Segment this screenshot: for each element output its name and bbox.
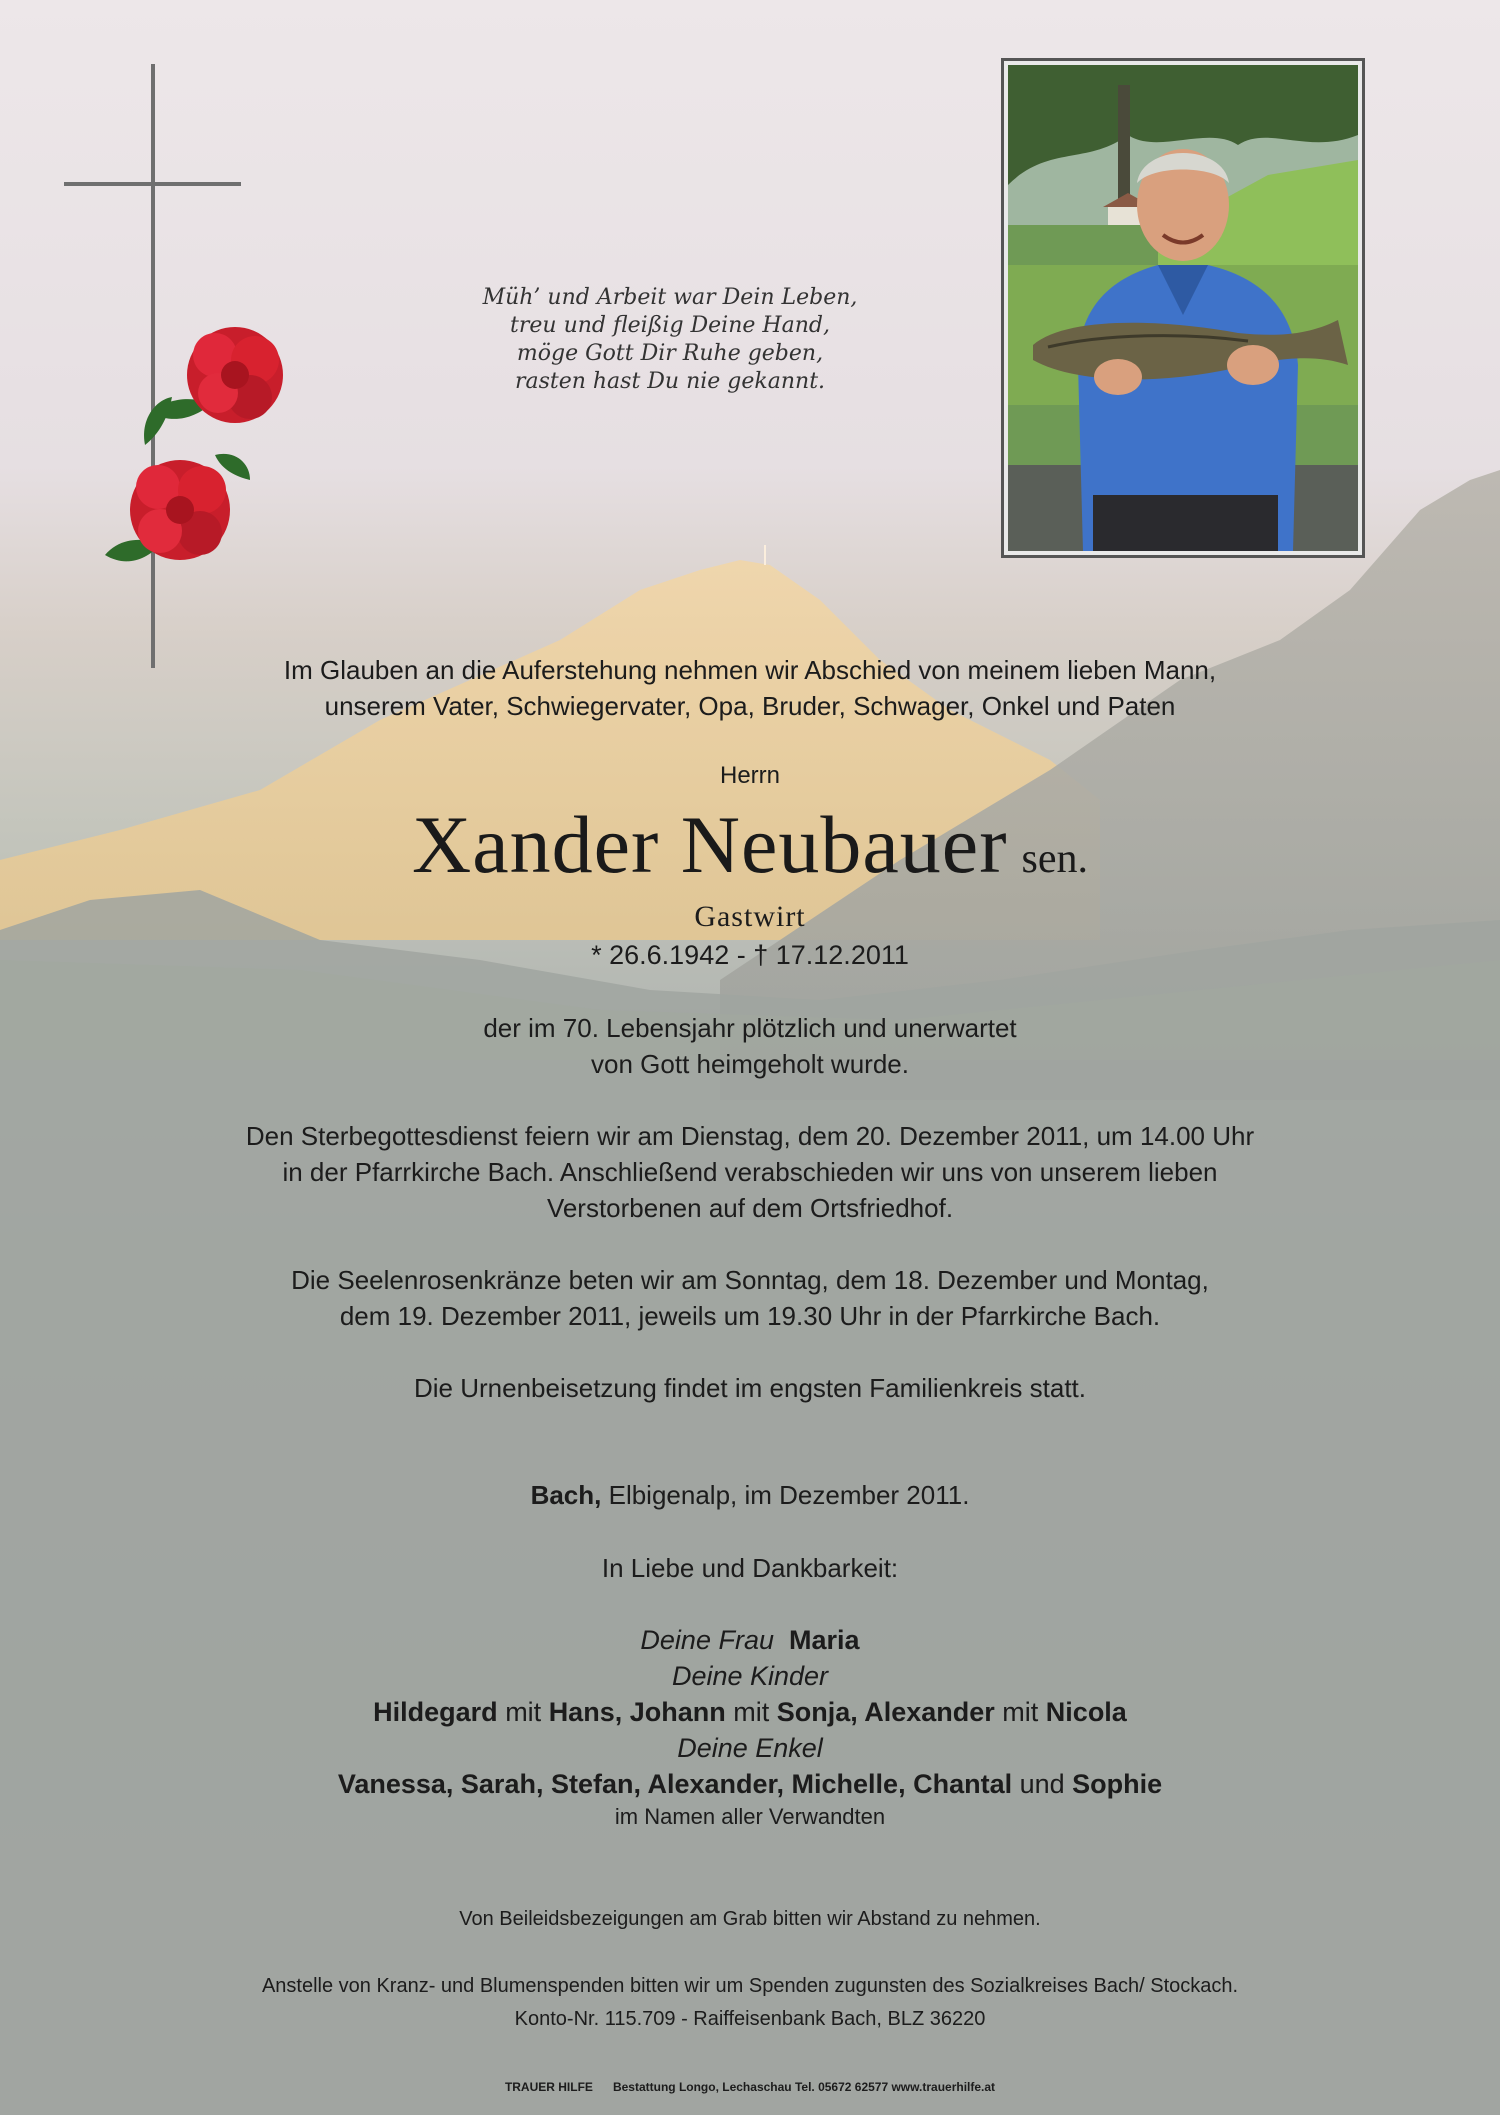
condolence-note: Von Beileidsbezeigungen am Grab bitten wir Abstand zu nehmen. [459, 1908, 1041, 1930]
family-list [0, 1622, 1500, 1802]
connector: mit [497, 1697, 549, 1727]
name-suffix: sen. [1021, 836, 1089, 882]
cross-horizontal-bar [64, 182, 241, 186]
portrait-photo [1001, 58, 1365, 558]
memorial-verse [420, 284, 920, 396]
child-name: Hildegard [373, 1697, 498, 1727]
verse-line: treu und fleißig Deine Hand, [510, 313, 830, 338]
paragraph-death [0, 1010, 1500, 1082]
verse-line: rasten hast Du nie gekannt. [514, 369, 826, 394]
footer-info: Bestattung Longo, Lechaschau Tel. 05672 62577 www.trauerhilfe.at [612, 2080, 996, 2094]
grandchildren-label: Deine Enkel [677, 1733, 823, 1763]
paragraph-urn-burial [0, 1370, 1500, 1406]
deceased-name-line [0, 798, 1500, 892]
relatives-line: im Namen aller Verwandten [614, 1804, 886, 1829]
deceased-name: Xander Neubauer [411, 799, 1008, 890]
child-name: Hans, Johann [548, 1697, 726, 1727]
paragraph-line: von Gott heimgeholt wurde. [591, 1049, 909, 1079]
grandchildren-line [0, 1766, 1500, 1802]
trousers [1093, 495, 1278, 551]
paragraph-line: in der Pfarrkirche Bach. Anschließend verabschieden wir uns von unserem lieben [282, 1157, 1218, 1187]
paragraph-funeral-service [0, 1118, 1500, 1226]
footer [0, 2080, 1500, 2094]
children-label-line [0, 1658, 1500, 1694]
occupation: Gastwirt [694, 900, 806, 933]
place-and-date [0, 1480, 1500, 1511]
salutation: Herrn [719, 762, 780, 789]
wife-name: Maria [789, 1625, 860, 1655]
wife-label: Deine Frau [640, 1625, 774, 1655]
paragraph-line: dem 19. Dezember 2011, jeweils um 19.30 Uhr in der Pfarrkirche Bach. [339, 1301, 1161, 1331]
bank-account-line: Konto-Nr. 115.709 - Raiffeisenbank Bach, BLZ 36220 [514, 2008, 986, 2030]
grandchildren-label-line [0, 1730, 1500, 1766]
connector: und [1012, 1769, 1073, 1799]
footer-brand: TRAUER HILFE [504, 2080, 593, 2094]
intro-line: Im Glauben an die Auferstehung nehmen wir Abschied von meinem lieben Mann, [283, 655, 1217, 685]
paragraph-line: der im 70. Lebensjahr plötzlich und unerwartet [483, 1013, 1017, 1043]
child-name: Sonja, Alexander [776, 1697, 995, 1727]
carnation-flowers [100, 305, 310, 595]
in-love-line: In Liebe und Dankbarkeit: [601, 1553, 899, 1583]
left-hand [1094, 359, 1142, 395]
verse-line: Müh’ und Arbeit war Dein Leben, [482, 285, 858, 310]
intro-text [0, 652, 1500, 724]
right-hand [1227, 345, 1279, 385]
grandchild-name: Sophie [1072, 1769, 1163, 1799]
paragraph-line: Verstorbenen auf dem Ortsfriedhof. [546, 1193, 954, 1223]
wife-line [0, 1622, 1500, 1658]
place-rest: Elbigenalp, im Dezember 2011. [601, 1480, 970, 1510]
verse-line: möge Gott Dir Ruhe geben, [516, 341, 824, 366]
intro-line: unserem Vater, Schwiegervater, Opa, Bruder, Schwager, Onkel und Paten [324, 691, 1176, 721]
paragraph-rosary [0, 1262, 1500, 1334]
children-label: Deine Kinder [671, 1661, 829, 1691]
children-line [0, 1694, 1500, 1730]
place-bold: Bach, [530, 1480, 602, 1510]
upper-carnation [187, 327, 283, 423]
connector: mit [994, 1697, 1046, 1727]
child-name: Nicola [1045, 1697, 1127, 1727]
donation-note [0, 1970, 1500, 2036]
life-dates: * 26.6.1942 - † 17.12.2011 [591, 940, 909, 970]
connector: mit [725, 1697, 777, 1727]
paragraph-line: Die Seelenrosenkränze beten wir am Sonntag, dem 18. Dezember und Montag, [291, 1265, 1209, 1295]
grandchild-names: Vanessa, Sarah, Stefan, Alexander, Michelle, Chantal [337, 1769, 1013, 1799]
lower-carnation [130, 460, 230, 560]
donation-line: Anstelle von Kranz- und Blumenspenden bitten wir um Spenden zugunsten des Sozialkreises Bach/ Stockach. [261, 1975, 1239, 1997]
portrait-image [1008, 65, 1358, 551]
paragraph-line: Den Sterbegottesdienst feiern wir am Dienstag, dem 20. Dezember 2011, um 14.00 Uhr [245, 1121, 1255, 1151]
paragraph-line: Die Urnenbeisetzung findet im engsten Familienkreis statt. [414, 1373, 1086, 1403]
